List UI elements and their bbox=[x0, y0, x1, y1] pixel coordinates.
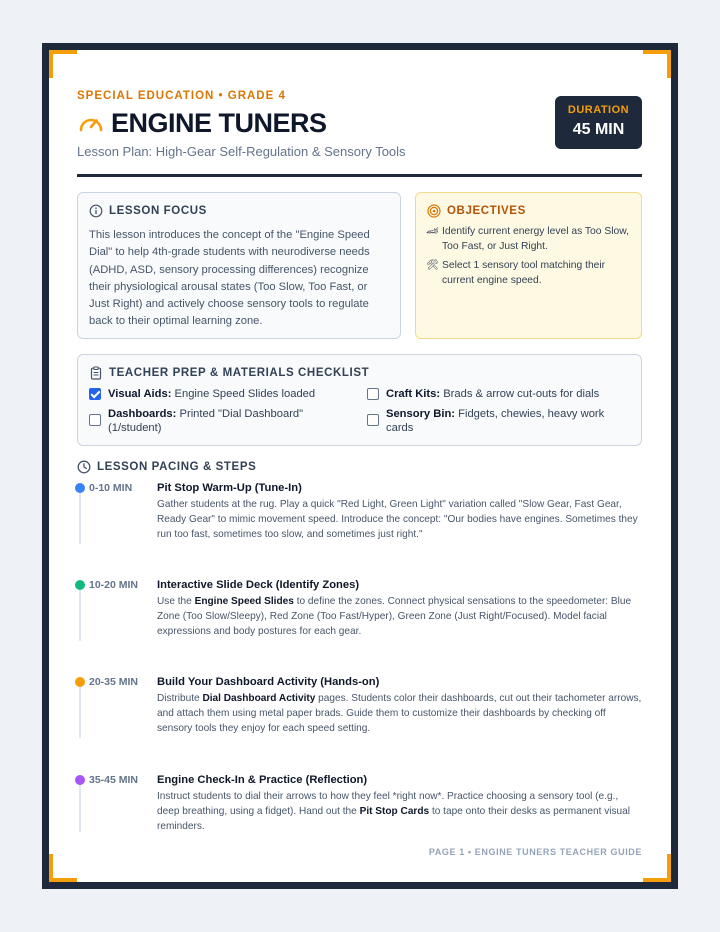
step-time: 35-45 MIN bbox=[89, 774, 139, 786]
timeline-line bbox=[79, 585, 81, 641]
speedometer-icon bbox=[77, 110, 105, 138]
duration-value: 45 MIN bbox=[572, 121, 625, 138]
objectives-heading bbox=[427, 204, 526, 218]
step-time: 10-20 MIN bbox=[89, 579, 139, 591]
lesson-focus-heading-text: LESSON FOCUS bbox=[109, 205, 207, 217]
step-desc-post: to tape onto their desks as permanent visual reminders. bbox=[157, 805, 631, 832]
checklist-item-content bbox=[108, 407, 314, 435]
checklist-item-label: Sensory Bin: bbox=[386, 408, 456, 420]
lesson-focus-body: This lesson introduces the concept of the "Engine Speed Dial" to help 4th-grade students with neurodiverse needs (ADHD, ASD, sensory processing differences) recognize their physiological arousal states (Too Slow, Too Fast, or Just Right) and actively choose sensory tools to regulate back to their optimal learning zone. bbox=[89, 229, 370, 328]
step-title: Engine Check-In & Practice (Reflection) bbox=[157, 774, 368, 786]
step-desc-bold: Engine Speed Slides bbox=[194, 596, 294, 607]
step-description bbox=[157, 692, 642, 736]
step-description: Gather students at the rug. Play a quick "Red Light, Green Light" variation called "Slow Gear, Fast Gear, Ready Gear" to mimic movement speed. Introduce the concept: "Our bodies have engines. Sometimes they run too fast, sometimes too slow, and sometimes just right." bbox=[157, 499, 638, 540]
checklist-item-label: Dashboards: bbox=[108, 408, 177, 420]
header-divider bbox=[77, 174, 642, 177]
step-title: Pit Stop Warm-Up (Tune-In) bbox=[157, 482, 302, 494]
tools-icon: 🛠 bbox=[426, 260, 439, 271]
checklist-heading-text: TEACHER PREP & MATERIALS CHECKLIST bbox=[109, 367, 370, 379]
pacing-step bbox=[77, 676, 642, 746]
pacing-step bbox=[77, 774, 642, 834]
clock-icon bbox=[77, 460, 91, 474]
checklist-item-content bbox=[108, 387, 315, 401]
step-desc-bold: Pit Stop Cards bbox=[359, 805, 430, 817]
lesson-focus-card bbox=[77, 192, 401, 339]
pacing-heading bbox=[77, 460, 256, 474]
step-desc-pre: Instruct students to dial their arrows to how they feel *right now*. Practice choosing a sensory tool (e.g., deep breathing, using a fidget). Hand out the bbox=[157, 791, 619, 817]
objective-item bbox=[426, 258, 636, 288]
checklist-item-visual-aids[interactable] bbox=[89, 387, 354, 401]
step-title: Interactive Slide Deck (Identify Zones) bbox=[157, 579, 360, 591]
pacing-heading-text: LESSON PACING & STEPS bbox=[97, 461, 257, 473]
lesson-focus-heading bbox=[89, 204, 207, 218]
lesson-plan-page bbox=[49, 50, 671, 882]
timeline-dot bbox=[75, 580, 85, 590]
checkbox[interactable] bbox=[367, 414, 379, 426]
page-frame bbox=[42, 43, 678, 889]
step-desc-post: pages. Students color their dashboards, cut out their tachometer arrows, and attach them using metal paper brads. Guide them to customize their dashboards by checking off sensory tools they enjoy for each speed setting. bbox=[157, 693, 642, 734]
objective-text: Select 1 sensory tool matching their current engine speed. bbox=[442, 260, 606, 286]
target-icon bbox=[427, 204, 441, 218]
page-title: ENGINE TUNERS bbox=[111, 108, 327, 138]
step-desc-pre: Distribute bbox=[157, 693, 203, 704]
objectives-card bbox=[415, 192, 642, 339]
step-desc-post: to define the zones. Connect physical sensations to the speedometer: Blue Zone (Too Slow/Sleepy), Red Zone (Too Fast/Hyper), Green Zone (Just Right/Focused). Model facial expressions and body postures for each gear. bbox=[157, 596, 632, 637]
corner-accent bbox=[49, 50, 77, 78]
corner-accent bbox=[643, 854, 671, 882]
step-desc-bold: Dial Dashboard Activity bbox=[202, 693, 316, 704]
objective-text: Identify current energy level as Too Slow, Too Fast, or Just Right. bbox=[442, 226, 629, 252]
step-title: Build Your Dashboard Activity (Hands-on) bbox=[157, 676, 380, 688]
pacing-step bbox=[77, 579, 642, 649]
checklist-item-text: Printed "Dial Dashboard" (1/student) bbox=[108, 408, 304, 434]
step-desc-pre: Use the bbox=[157, 596, 195, 607]
pacing-step bbox=[77, 482, 642, 552]
timeline-line bbox=[79, 780, 81, 832]
timeline-line bbox=[79, 488, 81, 544]
timeline-dot bbox=[75, 775, 85, 785]
checklist-item-dashboards[interactable] bbox=[89, 407, 314, 435]
step-time: 20-35 MIN bbox=[89, 676, 139, 688]
page-footer: PAGE 1 • ENGINE TUNERS TEACHER GUIDE bbox=[428, 847, 642, 857]
checklist-heading bbox=[89, 366, 369, 380]
duration-badge bbox=[555, 96, 642, 149]
step-time: 0-10 MIN bbox=[89, 482, 133, 494]
page-subtitle: Lesson Plan: High-Gear Self-Regulation & Sensory Tools bbox=[77, 144, 406, 159]
corner-accent bbox=[49, 854, 77, 882]
timeline-dot bbox=[75, 483, 85, 493]
checkbox[interactable] bbox=[367, 388, 379, 400]
checklist-item-craft-kits[interactable] bbox=[367, 387, 632, 401]
corner-accent bbox=[643, 50, 671, 78]
checklist-item-text: Brads & arrow cut-outs for dials bbox=[443, 388, 600, 400]
checklist-item-content bbox=[386, 407, 612, 435]
checklist-item-text: Engine Speed Slides loaded bbox=[174, 388, 316, 400]
checklist-item-sensory-bin[interactable] bbox=[367, 407, 612, 435]
objective-item bbox=[426, 224, 636, 254]
info-icon bbox=[89, 204, 103, 218]
checklist-item-content bbox=[386, 387, 599, 401]
eyebrow-label: SPECIAL EDUCATION • GRADE 4 bbox=[77, 90, 286, 102]
checkbox[interactable] bbox=[89, 414, 101, 426]
checklist-item-label: Craft Kits: bbox=[386, 388, 441, 400]
timeline-line bbox=[79, 682, 81, 738]
clipboard-icon bbox=[89, 366, 103, 380]
objectives-heading-text: OBJECTIVES bbox=[447, 205, 526, 217]
title-row bbox=[77, 108, 327, 139]
step-description bbox=[157, 595, 642, 639]
materials-checklist-card bbox=[77, 354, 642, 446]
race-car-icon: 🏎 bbox=[426, 226, 439, 237]
step-description bbox=[157, 790, 642, 834]
timeline-dot bbox=[75, 677, 85, 687]
checkbox-checked[interactable] bbox=[89, 388, 101, 400]
checklist-item-text: Fidgets, chewies, heavy work cards bbox=[386, 408, 605, 434]
objectives-list bbox=[426, 224, 636, 292]
duration-label: DURATION bbox=[567, 104, 630, 116]
checklist-item-label: Visual Aids: bbox=[108, 388, 172, 400]
